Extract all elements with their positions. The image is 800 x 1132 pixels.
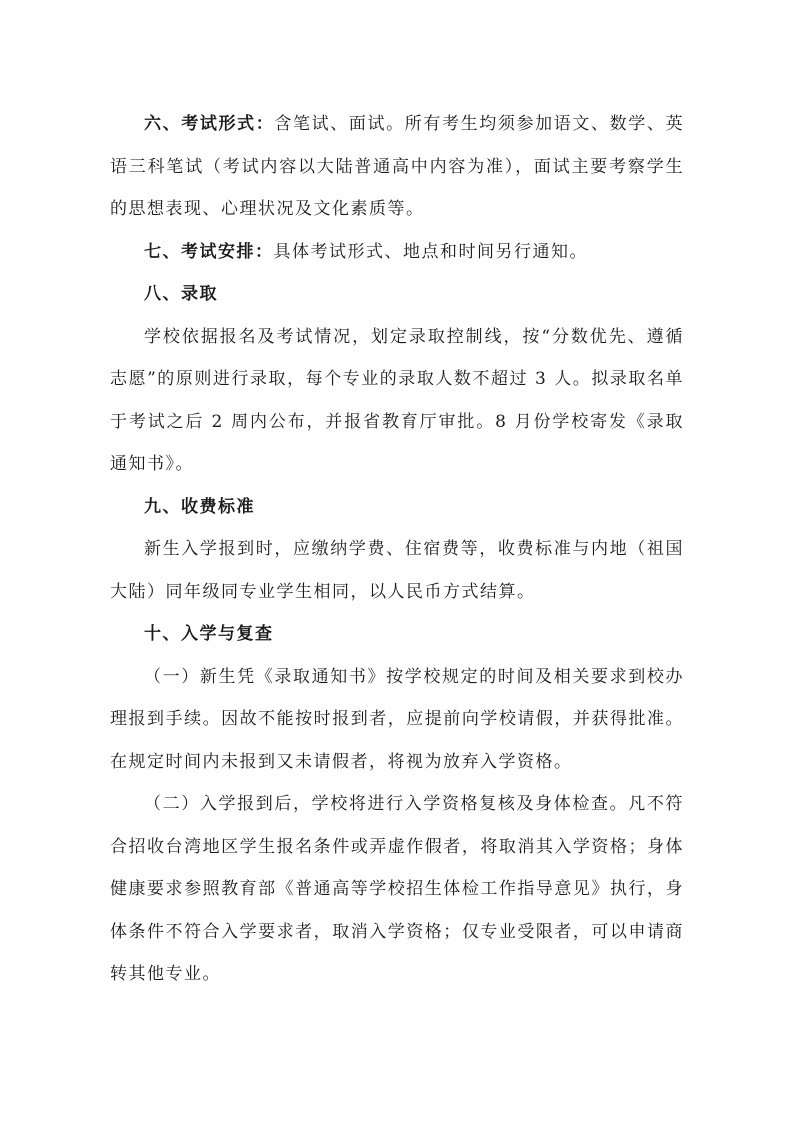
exam-format-paragraph [110,103,684,231]
document-body [110,103,684,996]
enrollment-heading: 十、入学与复查 [144,624,274,644]
exam-format-text: 含笔试、面试。所有考生均须参加语文、数学、英语三科笔试（考试内容以大陆普通高中内容为准），面试主要考察学生的思想表现、心理状况及文化素质等。 [110,114,684,219]
admission-paragraph: 学校依据报名及考试情况，划定录取控制线，按“分数优先、遵循志愿”的原则进行录取，每个专业的录取人数不超过 3 人。拟录取名单于考试之后 2 周内公布，并报省教育厅审批。8 月份学校寄发《录取通知书》。 [110,326,684,474]
fees-heading: 九、收费标准 [144,496,255,517]
exam-format-label: 六、考试形式： [144,114,275,134]
exam-schedule-paragraph [110,231,684,274]
enrollment-item-1: （一）新生凭《录取通知书》按学校规定的时间及相关要求到校办理报到手续。因故不能按时报到者，应提前向学校请假，并获得批准。在规定时间内未报到又未请假者，将视为放弃入学资格。 [110,666,684,772]
fees-paragraph: 新生入学报到时，应缴纳学费、住宿费等，收费标准与内地（祖国大陆）同年级同专业学生相同，以人民币方式结算。 [110,539,684,602]
exam-schedule-label: 七、考试安排： [144,241,274,262]
admission-heading: 八、录取 [144,284,218,304]
enrollment-item-2: （二）入学报到后，学校将进行入学资格复核及身体检查。凡不符合招收台湾地区学生报名条件或弄虚作假者，将取消其入学资格；身体健康要求参照教育部《普通高等学校招生体检工作指导意见》执行，身体条件不符合入学要求者，取消入学资格；仅专业受限者，可以申请商转其他专业。 [110,794,684,984]
exam-schedule-text: 具体考试形式、地点和时间另行通知。 [273,241,588,262]
